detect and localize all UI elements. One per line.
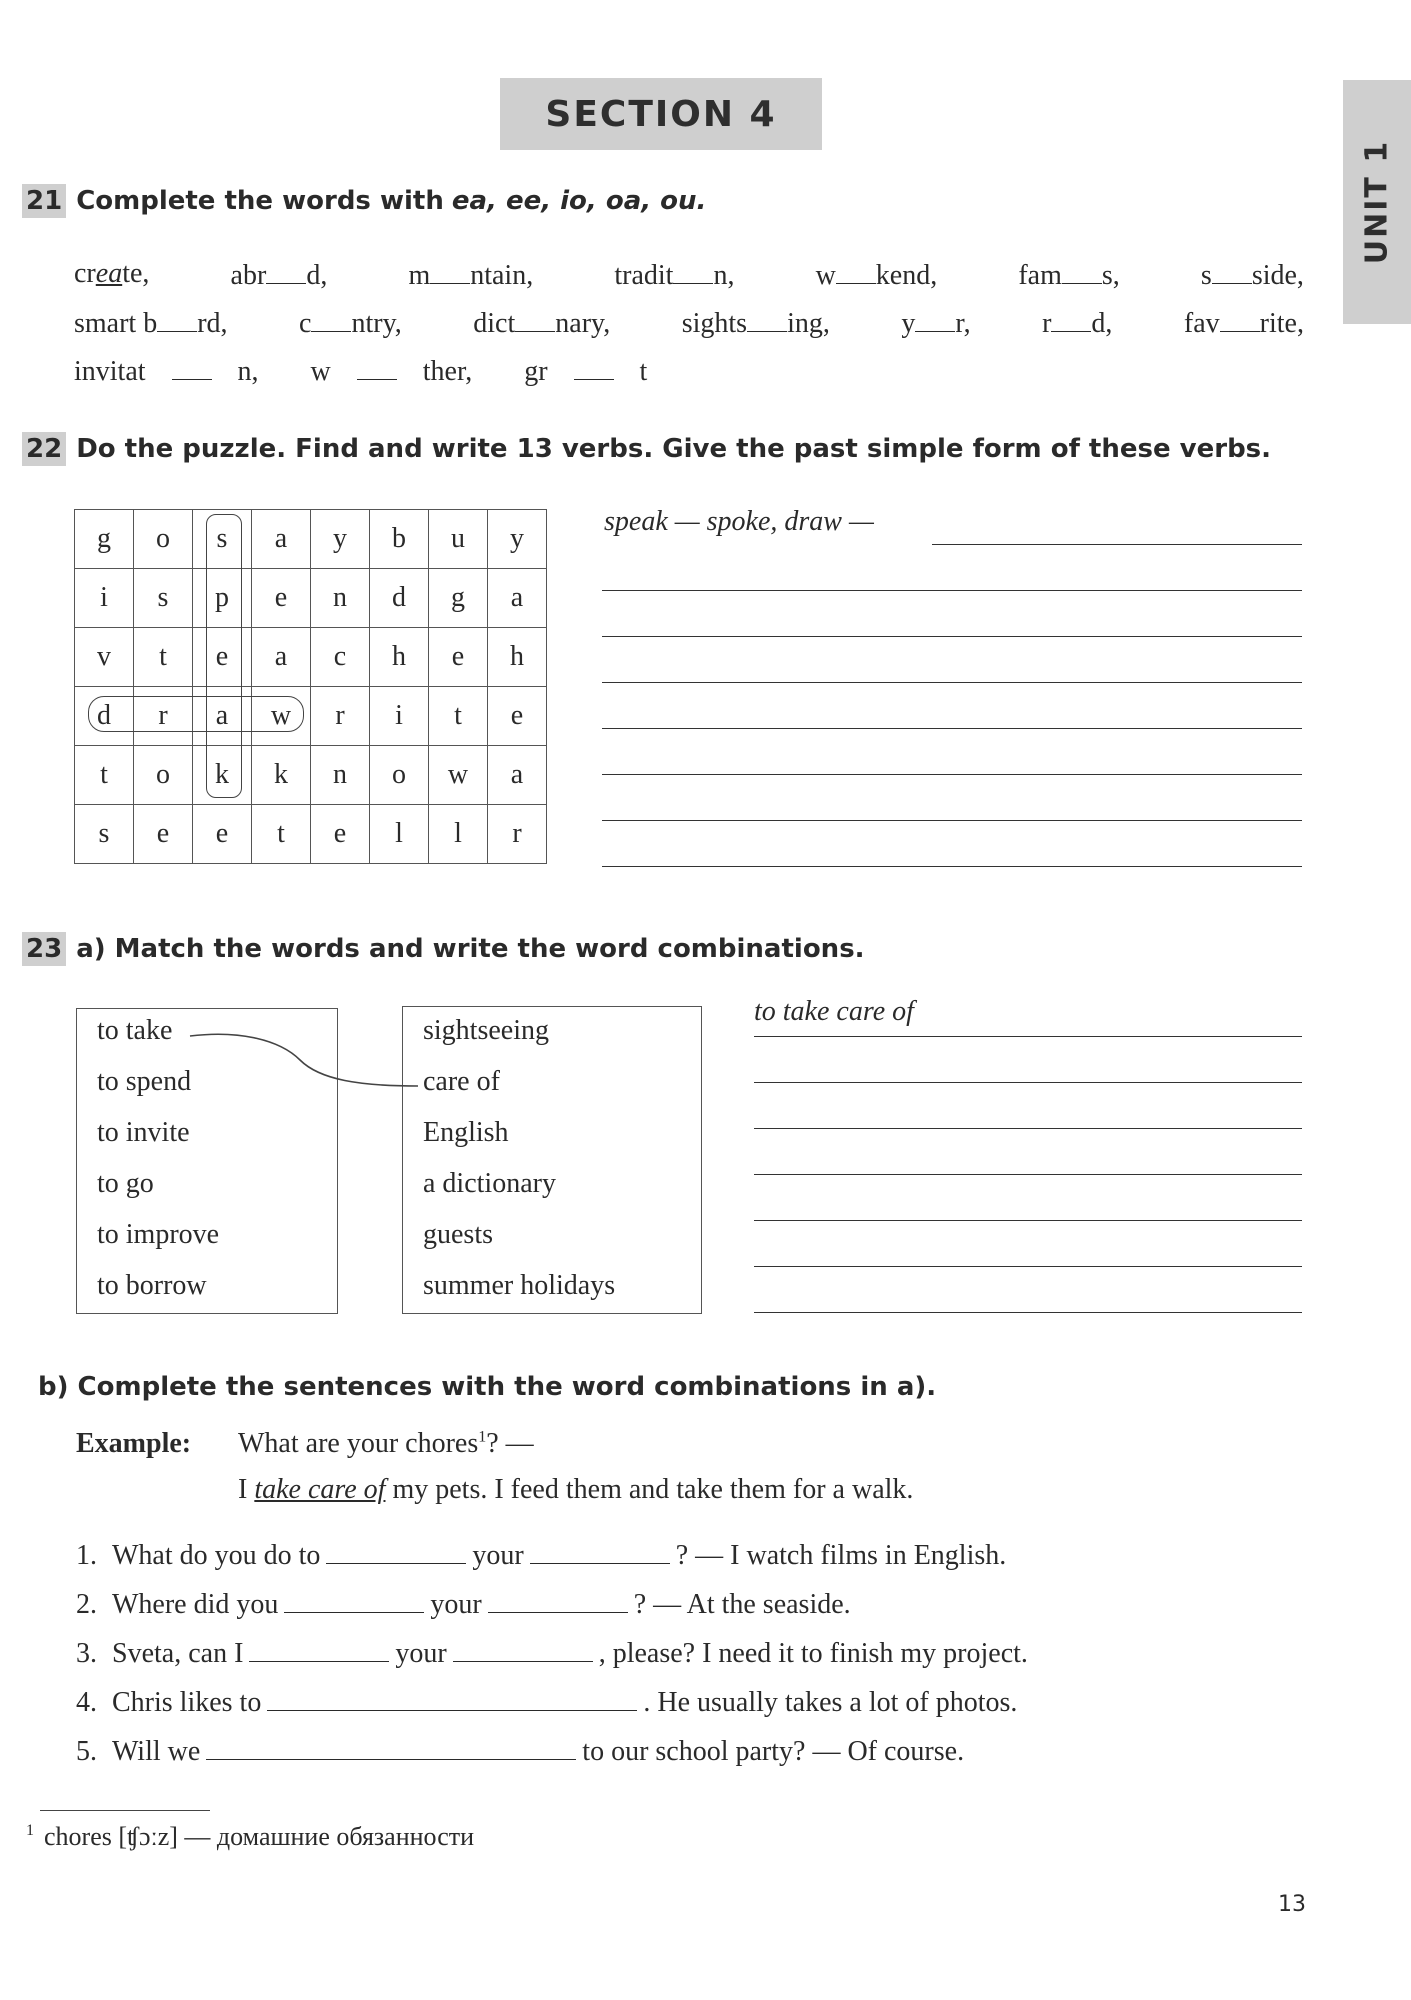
match-connector-line: [190, 1034, 418, 1086]
section-title: SECTION 4: [545, 93, 777, 135]
footnote-mark: 1: [26, 1822, 34, 1840]
word-item: fav rite,: [1184, 306, 1304, 340]
match-right-item[interactable]: English: [423, 1117, 509, 1148]
sentence-1: 1. What do you do to your ? — I watch films in English.: [76, 1538, 1006, 1572]
grid-cell[interactable]: e: [488, 687, 547, 746]
grid-cell[interactable]: t: [252, 805, 311, 864]
match-right-item[interactable]: sightseeing: [423, 1015, 549, 1046]
answer-line[interactable]: [754, 1082, 1302, 1083]
match-left-item[interactable]: to go: [97, 1168, 154, 1199]
unit-tab-label: UNIT 1: [1359, 139, 1395, 265]
word-item: abr d,: [231, 258, 328, 292]
answer-line[interactable]: [754, 1220, 1302, 1221]
grid-cell[interactable]: e: [134, 805, 193, 864]
sentence-blank[interactable]: [284, 1587, 424, 1613]
grid-cell[interactable]: r: [134, 687, 193, 746]
match-left-item[interactable]: to spend: [97, 1066, 192, 1097]
sentence-2: 2. Where did you your ? — At the seaside.: [76, 1587, 851, 1621]
word-item: tradit n,: [614, 258, 734, 292]
word-item: w ther,: [311, 354, 499, 388]
grid-cell[interactable]: a: [193, 687, 252, 746]
grid-cell[interactable]: i: [75, 569, 134, 628]
grid-cell[interactable]: s: [134, 569, 193, 628]
exercise-number: 23: [22, 932, 66, 966]
match-right-item[interactable]: guests: [423, 1219, 493, 1250]
exercise-instruction-options: ea, ee, io, oa, ou.: [451, 186, 707, 216]
word-item: smart b rd,: [74, 306, 228, 340]
grid-cell[interactable]: o: [134, 510, 193, 569]
grid-cell[interactable]: g: [75, 510, 134, 569]
match-right-item[interactable]: a dictionary: [423, 1168, 556, 1199]
grid-cell[interactable]: d: [75, 687, 134, 746]
example-answer: I take care of my pets. I feed them and take them for a walk.: [238, 1474, 914, 1505]
answer-line[interactable]: [754, 1174, 1302, 1175]
grid-cell[interactable]: l: [429, 805, 488, 864]
grid-cell[interactable]: a: [252, 628, 311, 687]
grid-cell[interactable]: t: [429, 687, 488, 746]
page-number: 13: [1278, 1892, 1306, 1917]
grid-cell[interactable]: n: [311, 746, 370, 805]
grid-cell[interactable]: i: [370, 687, 429, 746]
footnote-text: chores [ʧɔːz] — домашние обязанности: [44, 1822, 475, 1851]
exercise-number: 21: [22, 184, 66, 218]
sentence-5: 5. Will we to our school party? — Of course.: [76, 1734, 964, 1768]
grid-cell[interactable]: b: [370, 510, 429, 569]
grid-cell[interactable]: w: [252, 687, 311, 746]
exercise-instruction: Do the puzzle. Find and write 13 verbs. Give the past simple form of these verbs.: [76, 434, 1272, 464]
sentence-4: 4. Chris likes to . He usually takes a lot of photos.: [76, 1685, 1017, 1719]
grid-cell[interactable]: s: [75, 805, 134, 864]
grid-cell[interactable]: v: [75, 628, 134, 687]
grid-cell[interactable]: t: [75, 746, 134, 805]
grid-cell[interactable]: e: [429, 628, 488, 687]
grid-cell[interactable]: c: [311, 628, 370, 687]
answer-line[interactable]: [754, 1036, 1302, 1037]
word-item: dict nary,: [473, 306, 610, 340]
grid-cell[interactable]: s: [193, 510, 252, 569]
exercise-23b-instruction: b) Complete the sentences with the word combinations in a).: [38, 1372, 937, 1402]
match-left-item[interactable]: to improve: [97, 1219, 220, 1250]
grid-cell[interactable]: o: [370, 746, 429, 805]
word-item: r d,: [1042, 306, 1112, 340]
match-right-item[interactable]: care of: [423, 1066, 500, 1097]
sentence-blank[interactable]: [249, 1636, 389, 1662]
grid-cell[interactable]: d: [370, 569, 429, 628]
sentence-3: 3. Sveta, can I your , please? I need it to finish my project.: [76, 1636, 1028, 1670]
sentence-blank[interactable]: [530, 1538, 670, 1564]
word-item: create,: [74, 258, 150, 289]
ex22-example-answer: speak — spoke, draw —: [604, 506, 874, 537]
match-right-item[interactable]: summer holidays: [423, 1270, 616, 1301]
grid-cell[interactable]: a: [488, 746, 547, 805]
word-item: s side,: [1201, 258, 1304, 292]
grid-cell[interactable]: r: [311, 687, 370, 746]
grid-cell[interactable]: a: [252, 510, 311, 569]
word-item: fam s,: [1018, 258, 1119, 292]
word-item: m ntain,: [408, 258, 533, 292]
exercise-instruction: a) Match the words and write the word combinations.: [76, 934, 865, 964]
grid-cell[interactable]: h: [488, 628, 547, 687]
grid-cell[interactable]: e: [252, 569, 311, 628]
grid-cell[interactable]: e: [193, 805, 252, 864]
answer-line[interactable]: [754, 1266, 1302, 1267]
grid-cell[interactable]: h: [370, 628, 429, 687]
grid-cell[interactable]: a: [488, 569, 547, 628]
exercise-number: 22: [22, 432, 66, 466]
footnote-rule: [40, 1810, 210, 1811]
grid-cell[interactable]: r: [488, 805, 547, 864]
grid-cell[interactable]: y: [488, 510, 547, 569]
sentence-blank[interactable]: [453, 1636, 593, 1662]
sentence-blank[interactable]: [206, 1734, 576, 1760]
word-item: invitat n,: [74, 354, 285, 388]
sentence-blank[interactable]: [326, 1538, 466, 1564]
grid-cell[interactable]: k: [252, 746, 311, 805]
grid-cell[interactable]: e: [311, 805, 370, 864]
grid-cell[interactable]: p: [193, 569, 252, 628]
grid-cell[interactable]: t: [134, 628, 193, 687]
grid-cell[interactable]: e: [193, 628, 252, 687]
grid-cell[interactable]: o: [134, 746, 193, 805]
grid-cell[interactable]: w: [429, 746, 488, 805]
answer-line[interactable]: [754, 1128, 1302, 1129]
grid-cell[interactable]: k: [193, 746, 252, 805]
word-item: sights ing,: [682, 306, 830, 340]
grid-cell[interactable]: l: [370, 805, 429, 864]
example-question: What are your chores$^1$? —: [238, 1428, 534, 1459]
footnote: [26, 1822, 474, 1852]
word-item: y r,: [901, 306, 970, 340]
match-left-item[interactable]: to take: [97, 1015, 173, 1046]
word-item: gr t: [524, 354, 673, 388]
grid-cell[interactable]: n: [311, 569, 370, 628]
example-label: Example:: [76, 1428, 192, 1459]
answer-line[interactable]: [754, 1312, 1302, 1313]
ex23-example-answer: to take care of: [754, 996, 914, 1027]
exercise-instruction: Complete the words with: [76, 186, 444, 216]
grid-cell[interactable]: y: [311, 510, 370, 569]
grid-cell[interactable]: u: [429, 510, 488, 569]
sentence-blank[interactable]: [267, 1685, 637, 1711]
grid-cell[interactable]: g: [429, 569, 488, 628]
sentence-blank[interactable]: [488, 1587, 628, 1613]
word-item: w kend,: [816, 258, 938, 292]
match-left-item[interactable]: to invite: [97, 1117, 190, 1148]
match-left-item[interactable]: to borrow: [97, 1270, 207, 1301]
word-item: c ntry,: [299, 306, 402, 340]
